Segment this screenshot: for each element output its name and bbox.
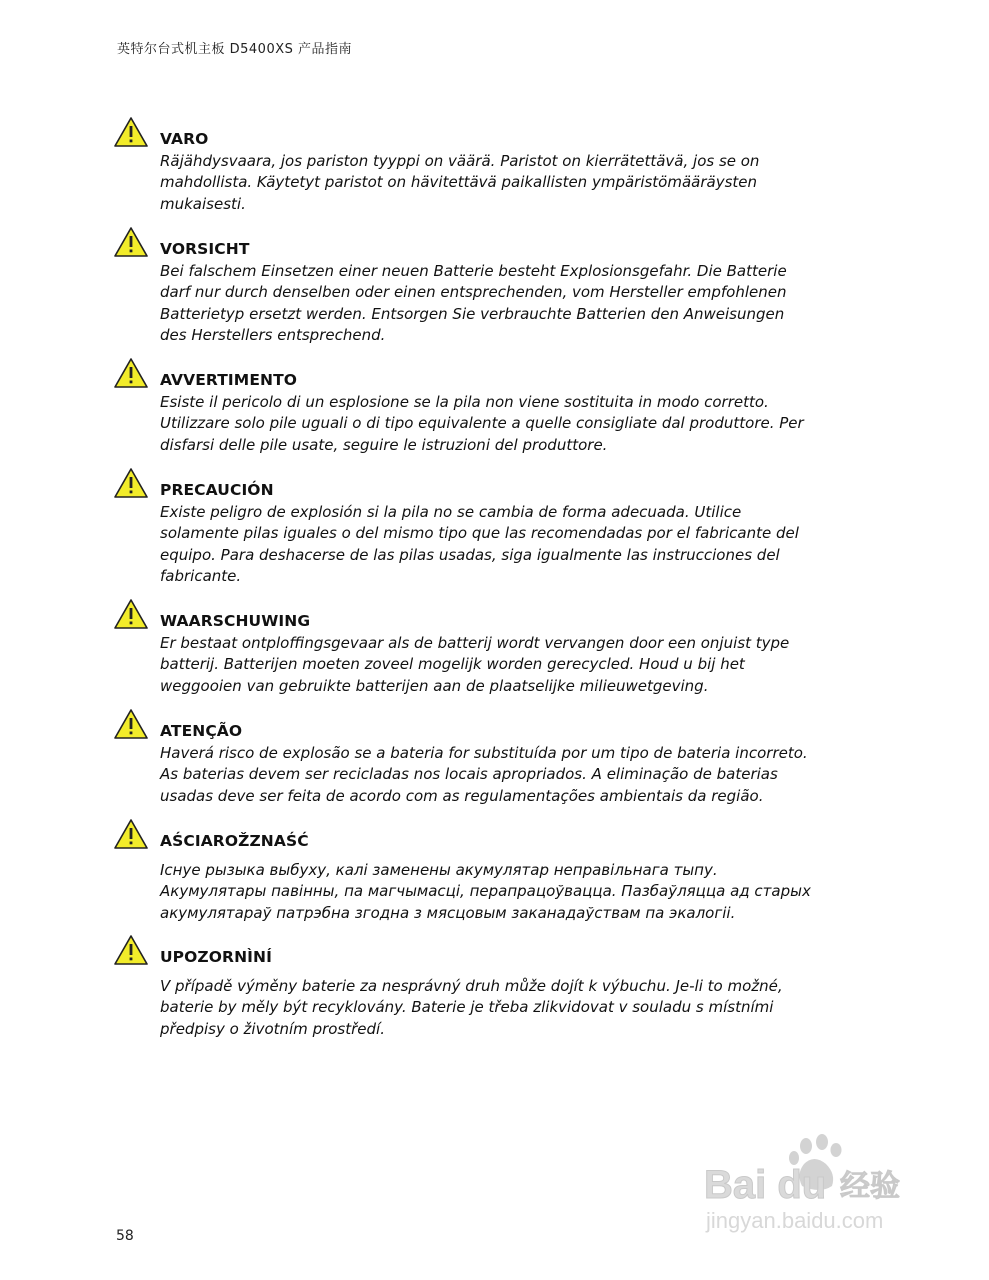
warning-title: PRECAUCIÓN — [160, 481, 274, 499]
page-header: 英特尔台式机主板 D5400XS 产品指南 — [117, 42, 353, 57]
warning-triangle-icon — [113, 598, 149, 630]
warning-body: Haverá risco de explosão se a bateria for substituída por um tipo de bateria incorreto. As baterias devem ser recicladas nos locais apropriados. A eliminação de baterias usadas deve ser feita de acordo com as regulamentações ambientais da região. — [160, 744, 808, 805]
page-number: 58 — [116, 1228, 134, 1244]
warning-body: Räjähdysvaara, jos pariston tyyppi on väärä. Paristot on kierrätettävä, jos se on mahdollista. Käytetyt paristot on hävitettävä paikallisten ympäristömääräysten mukaisesti. — [160, 152, 760, 213]
warning-title: AVVERTIMENTO — [160, 371, 298, 389]
warning-triangle-icon — [113, 357, 149, 389]
warning-body: Existe peligro de explosión si la pila no se cambia de forma adecuada. Utilice solamente pilas iguales o del mismo tipo que las recomendadas por el fabricante del equipo. Para deshacerse de las pilas usadas, siga igualmente las instrucciones del fabricante. — [160, 503, 799, 585]
warning-title: UPOZORNÌNÍ — [160, 948, 272, 966]
watermark-logo: Bai du — [704, 1163, 827, 1207]
warning-title: ATENÇÃO — [160, 722, 243, 740]
warning-body: Існуе рызыка выбуху, калі заменены акумулятар неправільнага тыпу. Акумулятары павінны, па магчымасці, перапрацоўвацца. Пазбаўляцца ад старых акумулятараў патрэбна згодна з мясцовым заканадаўствам па экалогіі. — [160, 861, 811, 922]
warning-body: Esiste il pericolo di un esplosione se la pila non viene sostituita in modo corretto. Utilizzare solo pile uguali o di tipo equivalente a quelle consigliate dal produttore. Per disfarsi delle pile usate, seguire le istruzioni del produttore. — [160, 393, 804, 454]
warning-title: VORSICHT — [160, 240, 250, 258]
warning-triangle-icon — [113, 934, 149, 966]
warning-body: V případě výměny baterie za nesprávný druh může dojít k výbuchu. Je-li to možné, baterie by měly být recyklovány. Baterie je třeba zlikvidovat v souladu s místními předpisy o životním prostředí. — [160, 977, 783, 1038]
watermark-url: jingyan.baidu.com — [706, 1208, 884, 1233]
warning-body: Er bestaat ontploffingsgevaar als de batterij wordt vervangen door een onjuist type batterij. Batterijen moeten zoveel mogelijk worden gerecycled. Houd u bij het weggooien van gebruikte batterijen aan de plaatselijke milieuwetgeving. — [160, 634, 790, 695]
svg-text:经验: 经验 — [840, 1169, 900, 1204]
warning-triangle-icon — [113, 116, 149, 148]
warning-triangle-icon — [113, 467, 149, 499]
warning-title: AŚCIAROŽZNAŚĆ — [160, 832, 309, 850]
warning-triangle-icon — [113, 226, 149, 258]
warning-triangle-icon — [113, 708, 149, 740]
baidu-jingyan-watermark — [700, 1130, 950, 1240]
warning-body: Bei falschem Einsetzen einer neuen Batterie besteht Explosionsgefahr. Die Batterie darf nur durch denselben oder einen entsprechenden, vom Hersteller empfohlenen Batterietyp ersetzt werden. Entsorgen Sie verbrauchte Batterien den Anweisungen des Herstellers entsprechend. — [160, 262, 787, 344]
warning-title: VARO — [160, 130, 209, 148]
warning-triangle-icon — [113, 818, 149, 850]
warning-title: WAARSCHUWING — [160, 612, 311, 630]
